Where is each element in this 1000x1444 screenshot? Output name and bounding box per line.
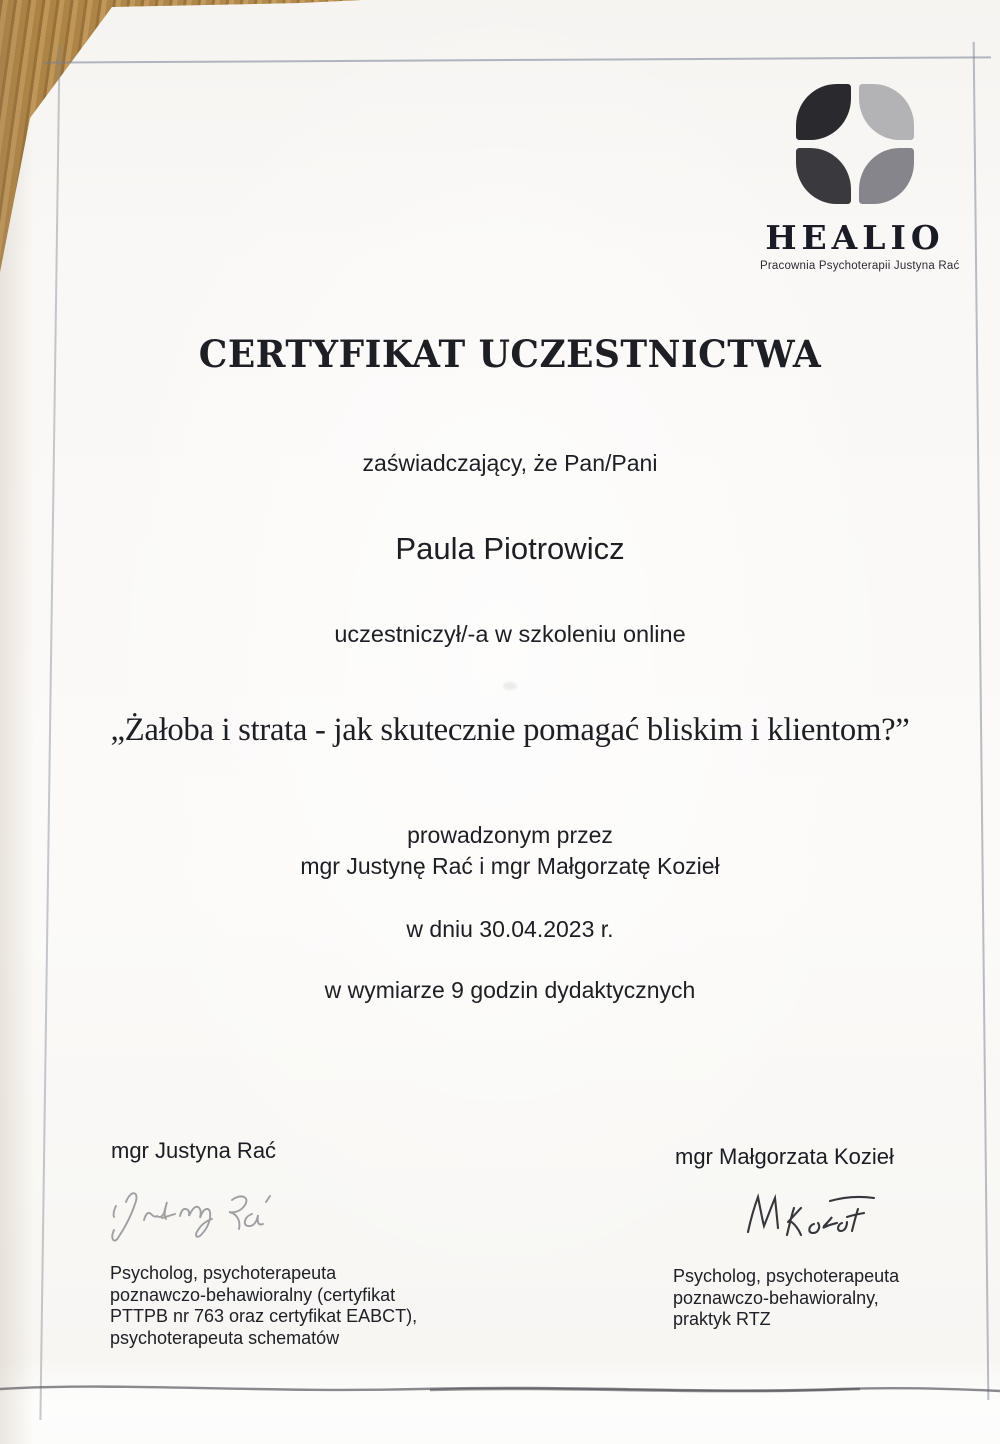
credential-line: praktyk RTZ — [673, 1309, 771, 1329]
scan-smudge — [503, 682, 517, 690]
certificate-title: CERTYFIKAT UCZESTNICTWA — [198, 332, 822, 376]
credential-line: psychoterapeuta schematów — [110, 1327, 340, 1348]
participation-line: uczestniczył/-a w szkoleniu online — [334, 621, 686, 647]
left-signer-name: mgr Justyna Rać — [111, 1138, 277, 1163]
logo-tagline: Pracownia Psychoterapii Justyna Rać — [760, 260, 960, 272]
left-signer-credentials — [110, 1263, 417, 1349]
conducted-by-names: mgr Justynę Rać i mgr Małgorzatę Kozieł — [300, 853, 720, 879]
statement-line: zaświadczający, że Pan/Pani — [362, 450, 658, 476]
logo-brand-text: HEALIO — [765, 218, 945, 257]
participant-name: Paula Piotrowicz — [395, 531, 625, 566]
conducted-by-label: prowadzonym przez — [407, 822, 613, 848]
logo-petal-bottom-right — [859, 148, 914, 204]
credential-line: Psycholog, psychoterapeuta — [110, 1263, 337, 1283]
credential-line: PTTPB nr 763 oraz certyfikat EABCT), — [110, 1306, 418, 1326]
border-line-top — [44, 56, 991, 63]
training-hours: w wymiarze 9 godzin dydaktycznych — [324, 977, 696, 1003]
right-signature-handwriting — [738, 1186, 888, 1250]
course-title: „Żałoba i strata - jak skutecznie pomagać bliskim i klientom?” — [110, 712, 910, 748]
right-signer-name: mgr Małgorzata Kozieł — [675, 1144, 894, 1169]
right-signer-credentials — [673, 1266, 899, 1331]
credential-line: poznawczo-behawioralny (certyfikat — [110, 1284, 396, 1305]
left-signature-handwriting — [104, 1180, 304, 1252]
healio-logo-icon — [796, 84, 914, 204]
logo-petal-bottom-left — [796, 148, 851, 204]
logo-petal-top-right — [859, 84, 914, 140]
credential-line: Psycholog, psychoterapeuta — [673, 1266, 900, 1286]
credential-line: poznawczo-behawioralny, — [673, 1287, 879, 1308]
paper-fold-shadow-line — [0, 1376, 1000, 1402]
healio-logo — [760, 84, 960, 272]
logo-petal-top-left — [796, 84, 851, 140]
training-date: w dniu 30.04.2023 r. — [406, 916, 614, 942]
